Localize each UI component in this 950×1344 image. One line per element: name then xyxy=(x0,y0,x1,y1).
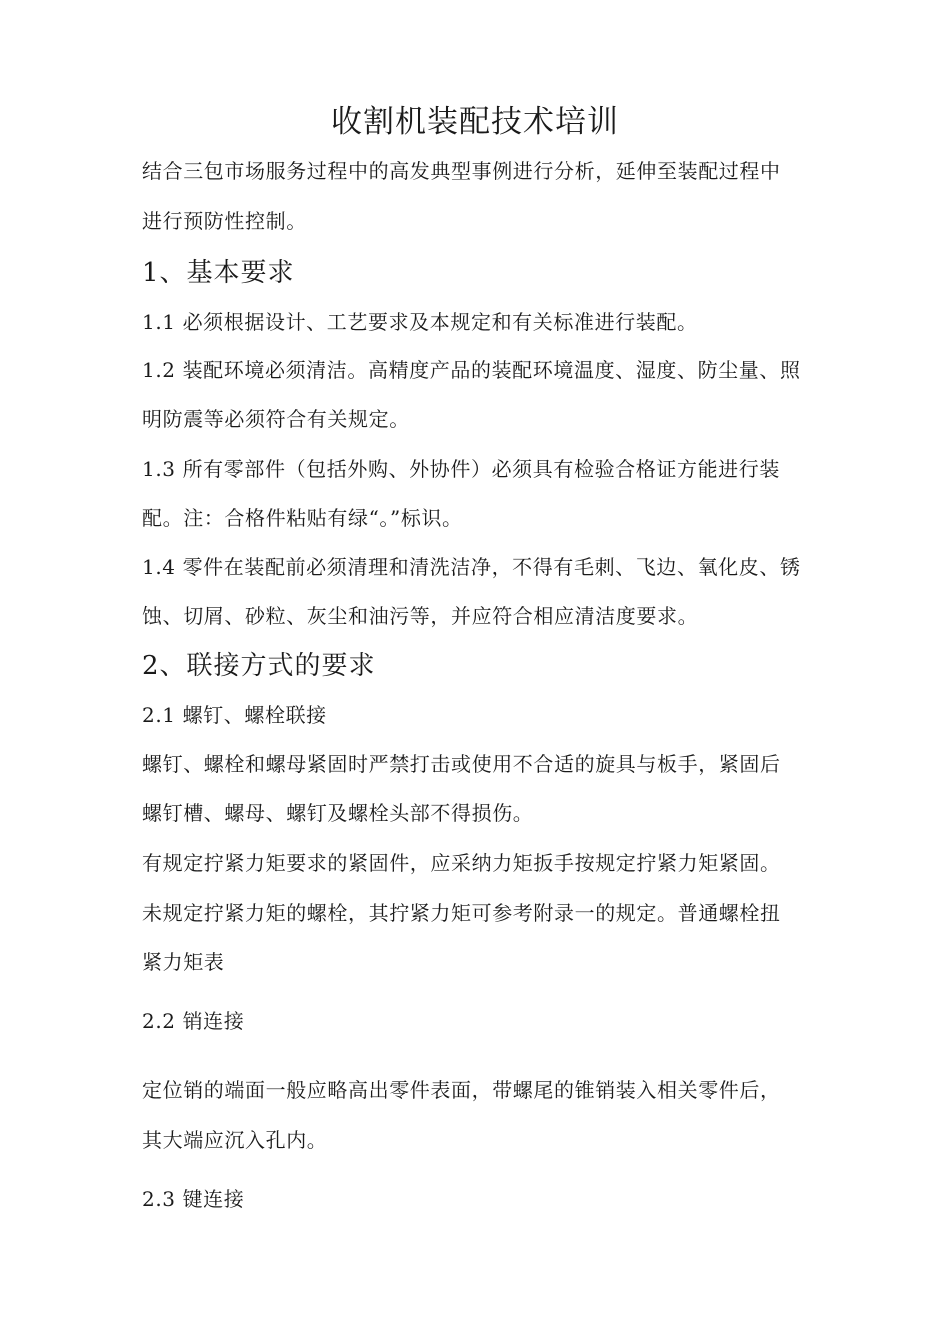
subsection-heading: 2.2 销连接 xyxy=(142,1009,245,1033)
paragraph-line: 1.2 装配环境必须清洁。高精度产品的装配环境温度、湿度、防尘量、照 xyxy=(142,358,801,382)
intro-line: 进行预防性控制。 xyxy=(142,209,307,233)
document-title: 收割机装配技术培训 xyxy=(331,104,619,140)
paragraph-line: 1.1 必须根据设计、工艺要求及本规定和有关标准进行装配。 xyxy=(142,310,698,334)
section-heading-basic-requirements: 1、基本要求 xyxy=(142,258,295,288)
paragraph-line: 其大端应沉入孔内。 xyxy=(142,1128,328,1152)
paragraph-line: 未规定拧紧力矩的螺栓，其拧紧力矩可参考附录一的规定。普通螺栓扭 xyxy=(142,901,781,925)
paragraph-line: 1.4 零件在装配前必须清理和清洗洁净，不得有毛刺、飞边、氧化皮、锈 xyxy=(142,555,801,579)
subsection-heading: 2.3 键连接 xyxy=(142,1187,245,1211)
paragraph-line: 紧力矩表 xyxy=(142,950,225,974)
paragraph-line: 1.3 所有零部件（包括外购、外协件）必须具有检验合格证方能进行装 xyxy=(142,457,780,481)
section-heading-connection-requirements: 2、联接方式的要求 xyxy=(142,651,376,681)
paragraph-line: 蚀、切屑、砂粒、灰尘和油污等，并应符合相应清洁度要求。 xyxy=(142,604,699,628)
paragraph-line: 螺钉、螺栓和螺母紧固时严禁打击或使用不合适的旋具与板手，紧固后 xyxy=(142,752,781,776)
paragraph-line: 明防震等必须符合有关规定。 xyxy=(142,407,410,431)
paragraph-line: 有规定拧紧力矩要求的紧固件，应采纳力矩扳手按规定拧紧力矩紧固。 xyxy=(142,851,781,875)
intro-line: 结合三包市场服务过程中的高发典型事例进行分析，延伸至装配过程中 xyxy=(142,159,781,183)
paragraph-line: 螺钉槽、螺母、螺钉及螺栓头部不得损伤。 xyxy=(142,801,534,825)
subsection-heading: 2.1 螺钉、螺栓联接 xyxy=(142,703,327,727)
paragraph-line: 定位销的端面一般应略高出零件表面，带螺尾的锥销装入相关零件后， xyxy=(142,1078,781,1102)
paragraph-line: 配。注：合格件粘贴有绿“。”标识。 xyxy=(142,506,463,530)
